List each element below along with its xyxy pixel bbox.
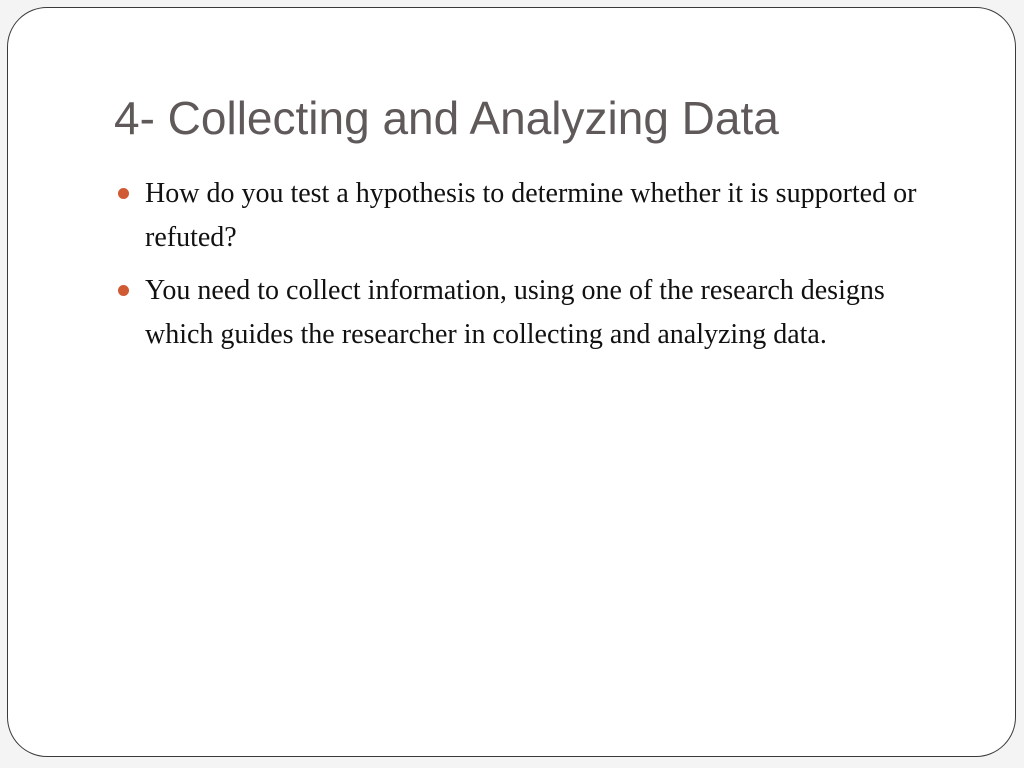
bullet-text: You need to collect information, using one of the research designs which guides the researcher in collecting and analyzing data. (145, 275, 885, 350)
bullet-dot-icon (118, 188, 129, 199)
bullet-item (114, 172, 944, 260)
bullet-dot-icon (118, 285, 129, 296)
slide-frame (7, 7, 1016, 757)
bullet-item (114, 269, 944, 357)
slide-title: 4- Collecting and Analyzing Data (114, 92, 779, 144)
bullet-list (114, 172, 944, 366)
bullet-text: How do you test a hypothesis to determine whether it is supported or refuted? (145, 178, 917, 253)
